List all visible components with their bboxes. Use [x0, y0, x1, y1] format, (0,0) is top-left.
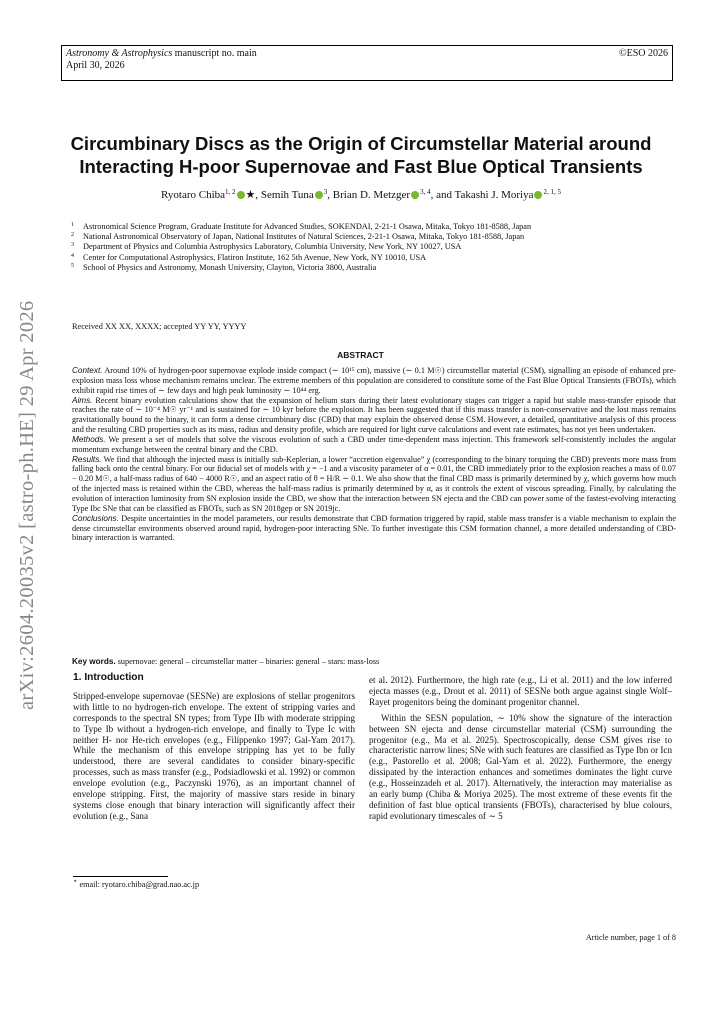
orcid-icon[interactable]	[534, 191, 542, 199]
journal-name: Astronomy & Astrophysics	[66, 48, 173, 59]
page-number: Article number, page 1 of 8	[585, 933, 676, 942]
author-name: Brian D. Metzger	[332, 189, 411, 201]
intro-paragraph-continued: et al. 2012). Furthermore, the high rate (e.g., Li et al. 2011) and the low inferred ejecta masses (e.g., Drout et al. 2011) of SESNe both argue against single Wolf–Rayet progenitors being the dominant progenitor channel.	[369, 675, 672, 707]
affiliation-text: Astronomical Science Program, Graduate Institute for Advanced Studies, SOKENDAI, 2-21-1 Osawa, Mitaka, Tokyo 181-8588, Japan	[83, 222, 532, 231]
copyright-notice: ©ESO 2026	[619, 48, 668, 59]
affiliation	[70, 263, 670, 273]
affiliation-list	[70, 222, 670, 273]
footnote	[73, 877, 200, 889]
author-name: Takashi J. Moriya	[454, 189, 534, 201]
running-header	[61, 45, 673, 81]
manuscript-label: manuscript no. main	[172, 48, 257, 59]
abstract-aims	[72, 396, 676, 435]
footnote-rule	[73, 876, 168, 877]
methods-text: We present a set of models that solve the viscous evolution of such a CBD under time-dependent mass injection. This framework self-consistently includes the angular momentum exchange between the central binary and the CBD.	[72, 434, 676, 454]
author-affil-ref: 1, 2	[225, 188, 236, 196]
title-line-1: Circumbinary Discs as the Origin of Circumstellar Material around	[70, 133, 652, 154]
affiliation	[70, 253, 670, 263]
affiliation-number: 1	[71, 222, 74, 228]
affiliation-text: Center for Computational Astrophysics, Flatiron Institute, 162 5th Avenue, New York, NY 10010, USA	[83, 252, 427, 262]
title-line-2: Interacting H-poor Supernovae and Fast Blue Optical Transients	[79, 156, 643, 177]
received-dates: Received XX XX, XXXX; accepted YY YY, YYYY	[72, 322, 247, 331]
abstract-results	[72, 455, 676, 514]
orcid-icon[interactable]	[411, 191, 419, 199]
intro-paragraph: Within the SESN population, ∼ 10% show the signature of the interaction between SN ejecta and dense circumstellar material (CSM) surrounding the progenitor (e.g., Ma et al. 2025). Spectroscopically, dense CSM gives rise to characteristic narrow lines; SNe with such features are classified as Type Ibn or Icn (e.g., Pastorello et al. 2008; Gal-Yam et al. 2022). Furthermore, the energy dissipated by the interaction enhances and sometimes dominates the light curve (e.g., Hosseinzadeh et al. 2017). Alternatively, the interaction may materialise as an early bump (Chiba & Moriya 2025). The most extreme of these events fit the definition of fast blue optical transients (FBOTs), characterised by blue colours, rapid evolutionary timescales of ∼ 5	[369, 712, 672, 821]
abstract-methods	[72, 435, 676, 455]
author-affil-ref: 3, 4	[420, 188, 431, 196]
abstract-body	[72, 366, 676, 543]
left-column	[73, 673, 355, 822]
keywords-line	[72, 657, 676, 666]
conclusions-label: Conclusions.	[72, 513, 119, 523]
paper-title	[30, 132, 692, 178]
author-separator: ,	[255, 189, 261, 201]
author-separator: , and	[430, 189, 455, 201]
results-label: Results.	[72, 454, 102, 464]
affiliation-text: National Astronomical Observatory of Japan, National Institutes of Natural Sciences, 2-21-1 Osawa, Mitaka, Tokyo 181-8588, Japan	[83, 232, 525, 242]
author-separator: ,	[327, 189, 333, 201]
keywords-label: Key words.	[72, 657, 116, 666]
methods-label: Methods.	[72, 434, 106, 444]
author-name: Semih Tuna	[260, 189, 314, 201]
abstract-heading: ABSTRACT	[337, 350, 384, 360]
orcid-icon[interactable]	[237, 191, 245, 199]
right-column	[369, 675, 672, 822]
footnote-marker: ⋆	[73, 877, 78, 885]
affiliation-number: 2	[71, 232, 74, 239]
orcid-icon[interactable]	[315, 191, 323, 199]
abstract-context	[72, 366, 676, 396]
affiliation	[70, 222, 670, 232]
manuscript-date: April 30, 2026	[66, 60, 125, 71]
affiliation	[70, 242, 670, 252]
abstract-conclusions	[72, 514, 676, 544]
context-text: Around 10% of hydrogen-poor supernovae explode inside compact (∼ 10¹⁵ cm), massive (∼ 0.1 M☉) circumstellar material (CSM), signalling an episode of enhanced pre-explosion mass loss whose mechanism remains unclear. The extreme members of this population are considered to constitute some of the Fast Blue Optical Transients (FBOTs), which exhibit rapid rise times of ∼ few days and high peak luminosity ∼ 10⁴⁴ erg.	[72, 366, 676, 395]
author-affil-ref: 3	[323, 188, 328, 196]
corresponding-star: ★	[245, 189, 256, 201]
author-name: Ryotaro Chiba	[161, 189, 226, 201]
aims-label: Aims.	[72, 395, 93, 405]
keywords-text: supernovae: general – circumstellar matter – binaries: general – stars: mass-loss	[115, 657, 380, 666]
aims-text: Recent binary evolution calculations show that the expansion of helium stars during their latest evolutionary stages can trigger a rapid but stable mass-transfer episode that reaches the rate of ∼ 10⁻⁴ M☉ yr⁻¹ and is sustained for ∼ 10 kyr before the explosion. It has been suggested that if this mass transfer is non-conservative and the lost mass remains gravitationally bound to the binary, it can form a dense circumbinary disc (CBD) that may explain the observed dense CSM. However, a detailed, quantitative analysis of this process and the resulting CBD properties such as its mass, radius and density profile, which are required for light curve calculations and event rate estimates, has not yet been undertaken.	[72, 395, 676, 435]
intro-paragraph: Stripped-envelope supernovae (SESNe) are explosions of stellar progenitors with little to no hydrogen-rich envelope. The extent of stripping varies and corresponds to the spectral SN types; from Type IIb with moderate stripping to Type Ib without a hydrogen-rich envelope, and finally to Type Ic with neither H- nor He-rich envelopes (e.g., Filippenko 1997; Gal-Yam 2017). While the mechanism of this envelope stripping has yet to be fully understood, there are several candidates to consider binary-specific processes, such as mass transfer (e.g., Podsiadlowski et al. 1992) or common envelope evolution (e.g., Paczynski 1976), as an important channel of envelope stripping. First, the majority of massive stars reside in binary systems close enough that binary interaction will significantly affect their evolution (e.g., Sana	[73, 690, 355, 821]
affiliation	[70, 232, 670, 242]
section-heading: 1. Introduction	[73, 672, 144, 683]
conclusions-text: Despite uncertainties in the model parameters, our results demonstrate that CBD formation triggered by rapid, stable mass transfer is a viable mechanism to explain the dense circumstellar environments observed around rapid, hydrogen-poor interacting SNe. To further investigate this CSM formation channel, a more detailed understanding of CBD-binary interaction is warranted.	[72, 513, 676, 543]
author-list	[30, 188, 692, 201]
author-affil-ref: 2, 1, 5	[543, 188, 561, 196]
affiliation-text: School of Physics and Astronomy, Monash University, Clayton, Victoria 3800, Australia	[83, 262, 377, 272]
context-label: Context.	[72, 366, 103, 375]
arxiv-identifier: arXiv:2604.20035v2 [astro-ph.HE] 29 Apr 2026	[16, 300, 38, 710]
affiliation-text: Department of Physics and Columbia Astrophysics Laboratory, Columbia University, New York, NY 10027, USA	[83, 242, 462, 252]
footnote-email[interactable]: email: ryotaro.chiba@grad.nao.ac.jp	[77, 880, 200, 889]
affiliation-number: 3	[71, 242, 74, 249]
results-text: We find that although the injected mass is initially sub-Keplerian, a lower “accretion eigenvalue” χ (corresponding to the binary torquing the CBD) prevents more mass from falling back onto the central binary. For our fiducial set of models with χ = −1 and a viscosity parameter of α = 0.01, the CBD immediately prior to the explosion reaches a mass of 0.07 − 0.20 M☉, a half-mass radius of 640 − 4000 R☉, and an aspect ratio of θ = H/R ∼ 0.1. We also show that the final CBD mass is primarily determined by χ, which governs how much of the injected mass is retained within the CBD, whereas the half-mass radius is primarily determined by α, as it controls the extent of viscous spreading. Finally, by calculating the evolution of interaction luminosity from SN explosion inside the CBD, we show that the interaction between SN ejecta and the CBD can power some of the fastest-evolving interacting Type Ibc SNe that can be classified as FBOTs, such as SN 2018gep or SN 2019jc.	[72, 454, 676, 513]
affiliation-number: 4	[71, 252, 74, 259]
affiliation-number: 5	[71, 262, 74, 269]
